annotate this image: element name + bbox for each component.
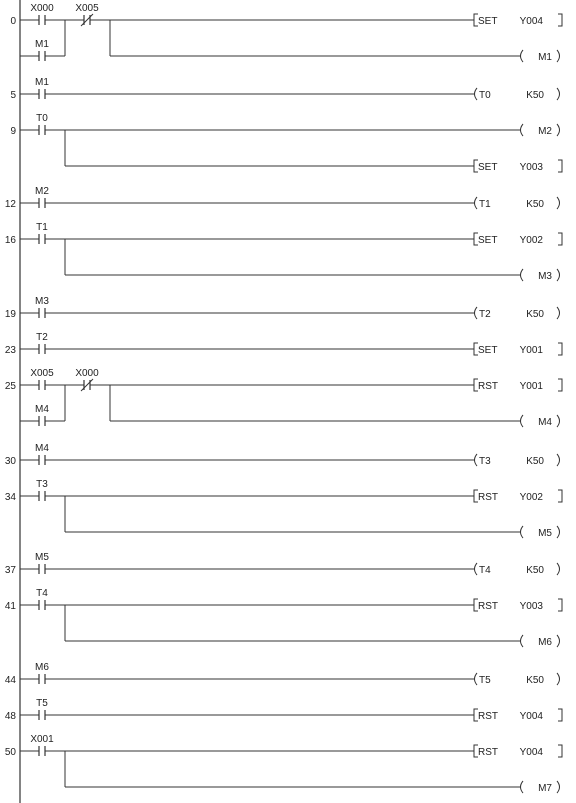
nc-contact-label: X005 <box>75 3 99 14</box>
instr-op: RST <box>478 381 498 392</box>
instr-op: SET <box>478 162 498 173</box>
coil-operand: M3 <box>538 271 552 282</box>
coil-left-paren <box>521 526 524 538</box>
timer-right-paren <box>557 454 560 466</box>
timer-right-paren <box>557 88 560 100</box>
no-contact-label: T3 <box>36 479 48 490</box>
instr-right-bracket <box>558 14 562 26</box>
coil-operand: M5 <box>538 528 552 539</box>
coil-right-paren <box>557 124 560 136</box>
coil-right-paren <box>557 50 560 62</box>
coil-operand: M6 <box>538 637 552 648</box>
instr-op: RST <box>478 711 498 722</box>
timer-name: T3 <box>479 456 491 467</box>
no-contact-label: T4 <box>36 588 48 599</box>
no-contact-label: X005 <box>30 368 54 379</box>
instr-op: RST <box>478 601 498 612</box>
no-contact-label: X000 <box>30 3 54 14</box>
instr-op: SET <box>478 235 498 246</box>
timer-preset: K50 <box>526 456 544 467</box>
step-number: 50 <box>4 747 16 758</box>
step-number: 16 <box>4 235 16 246</box>
timer-name: T2 <box>479 309 491 320</box>
step-number: 9 <box>10 126 16 137</box>
coil-left-paren <box>521 269 524 281</box>
timer-name: T0 <box>479 90 491 101</box>
step-number: 34 <box>4 492 16 503</box>
timer-preset: K50 <box>526 90 544 101</box>
step-number: 30 <box>4 456 16 467</box>
coil-left-paren <box>521 50 524 62</box>
timer-left-paren <box>475 563 478 575</box>
coil-operand: M7 <box>538 783 552 794</box>
timer-right-paren <box>557 197 560 209</box>
timer-preset: K50 <box>526 199 544 210</box>
timer-preset: K50 <box>526 675 544 686</box>
coil-left-paren <box>521 781 524 793</box>
no-contact-label: M3 <box>35 296 49 307</box>
instr-op: SET <box>478 345 498 356</box>
step-number: 41 <box>4 601 16 612</box>
coil-operand: M2 <box>538 126 552 137</box>
instr-right-bracket <box>558 379 562 391</box>
timer-name: T5 <box>479 675 491 686</box>
coil-right-paren <box>557 526 560 538</box>
instr-op: RST <box>478 747 498 758</box>
no-contact-label: T5 <box>36 698 48 709</box>
instr-op: SET <box>478 16 498 27</box>
instr-right-bracket <box>558 343 562 355</box>
timer-left-paren <box>475 454 478 466</box>
timer-preset: K50 <box>526 309 544 320</box>
step-number: 44 <box>4 675 16 686</box>
timer-left-paren <box>475 88 478 100</box>
instr-operand: Y004 <box>519 747 543 758</box>
timer-left-paren <box>475 307 478 319</box>
rungs-group <box>5 3 562 794</box>
instr-right-bracket <box>558 490 562 502</box>
timer-preset: K50 <box>526 565 544 576</box>
coil-right-paren <box>557 415 560 427</box>
no-contact-label: X001 <box>30 734 54 745</box>
coil-left-paren <box>521 124 524 136</box>
instr-right-bracket <box>558 233 562 245</box>
no-contact-label: M1 <box>35 77 49 88</box>
coil-left-paren <box>521 415 524 427</box>
instr-operand: Y002 <box>519 235 543 246</box>
step-number: 0 <box>10 16 16 27</box>
step-number: 25 <box>4 381 16 392</box>
instr-right-bracket <box>558 599 562 611</box>
coil-left-paren <box>521 635 524 647</box>
instr-right-bracket <box>558 160 562 172</box>
instr-operand: Y004 <box>519 16 543 27</box>
instr-operand: Y001 <box>519 345 543 356</box>
no-contact-label: T1 <box>36 222 48 233</box>
no-contact-label: M1 <box>35 39 49 50</box>
nc-contact-label: X000 <box>75 368 99 379</box>
step-number: 5 <box>10 90 16 101</box>
timer-right-paren <box>557 563 560 575</box>
timer-right-paren <box>557 307 560 319</box>
timer-left-paren <box>475 197 478 209</box>
coil-right-paren <box>557 269 560 281</box>
timer-name: T4 <box>479 565 491 576</box>
step-number: 37 <box>4 565 16 576</box>
instr-operand: Y001 <box>519 381 543 392</box>
instr-operand: Y003 <box>519 601 543 612</box>
no-contact-label: M4 <box>35 443 49 454</box>
no-contact-label: T2 <box>36 332 48 343</box>
instr-right-bracket <box>558 709 562 721</box>
instr-operand: Y002 <box>519 492 543 503</box>
step-number: 12 <box>4 199 16 210</box>
coil-right-paren <box>557 635 560 647</box>
step-number: 23 <box>4 345 16 356</box>
coil-operand: M1 <box>538 52 552 63</box>
coil-right-paren <box>557 781 560 793</box>
timer-name: T1 <box>479 199 491 210</box>
instr-right-bracket <box>558 745 562 757</box>
instr-op: RST <box>478 492 498 503</box>
no-contact-label: M2 <box>35 186 49 197</box>
no-contact-label: M4 <box>35 404 49 415</box>
step-number: 48 <box>4 711 16 722</box>
coil-operand: M4 <box>538 417 552 428</box>
no-contact-label: M5 <box>35 552 49 563</box>
timer-left-paren <box>475 673 478 685</box>
no-contact-label: M6 <box>35 662 49 673</box>
instr-operand: Y004 <box>519 711 543 722</box>
timer-right-paren <box>557 673 560 685</box>
no-contact-label: T0 <box>36 113 48 124</box>
instr-operand: Y003 <box>519 162 543 173</box>
step-number: 19 <box>4 309 16 320</box>
